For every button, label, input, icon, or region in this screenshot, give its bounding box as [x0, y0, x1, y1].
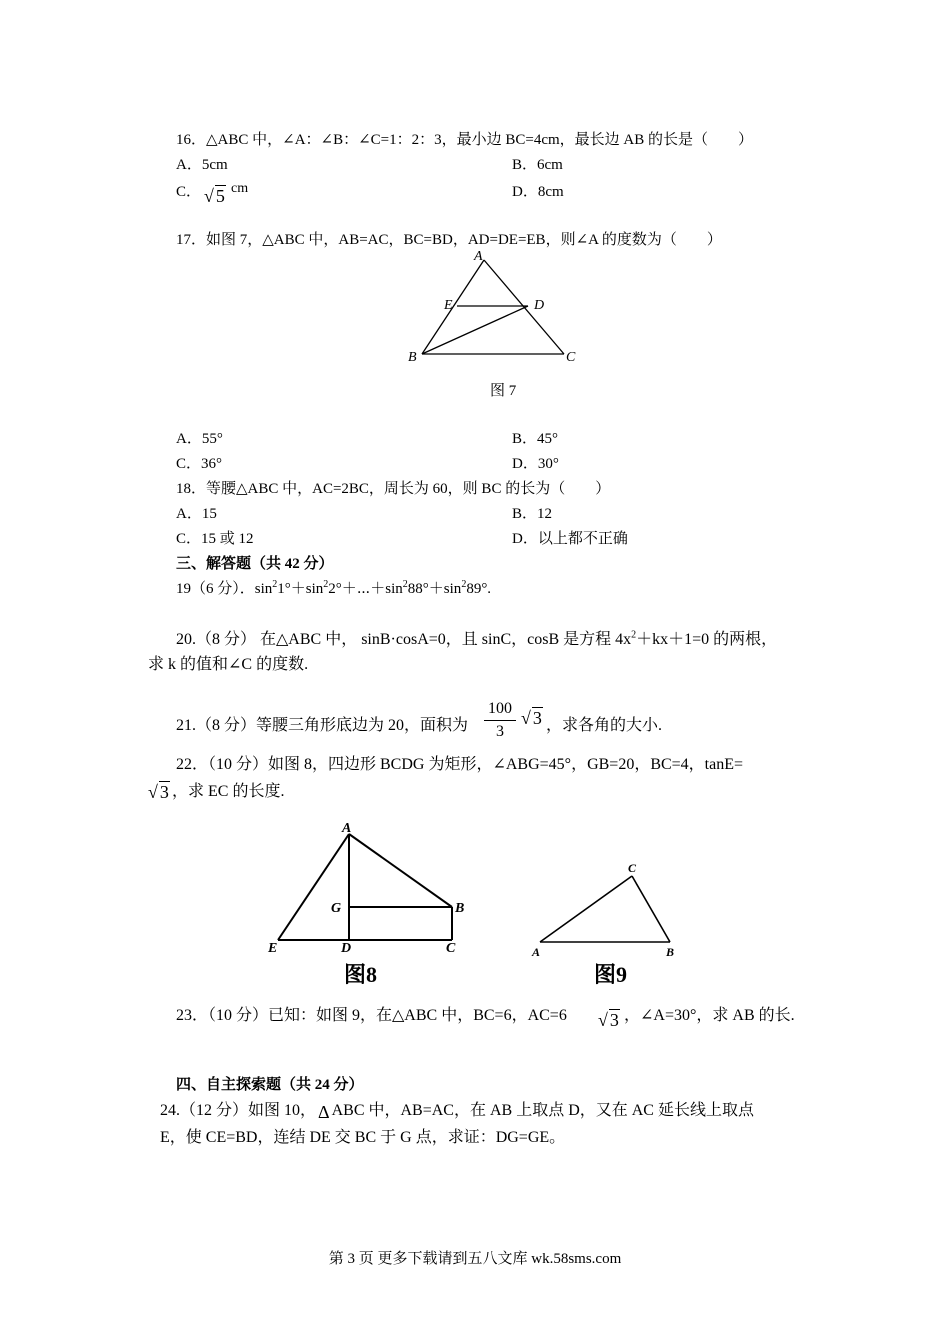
page-footer: 第 3 页 更多下载请到五八文库 wk.58sms.com: [328, 1251, 622, 1267]
fig9-label-c: C: [628, 861, 637, 875]
q16-stem: 16．△ABC 中，∠A：∠B：∠C=1：2：3，最小边 BC=4cm，最长边 AB 的长是（ ）: [176, 132, 754, 148]
fig8-label-d: D: [341, 941, 352, 956]
section-3-heading: 三、解答题（共 42 分）: [176, 556, 334, 572]
fig9-side-ac: [540, 876, 632, 942]
q21-root: √ 3: [521, 708, 542, 728]
q17-option-d: D．30°: [512, 456, 559, 472]
q22-line-2: ，求 EC 的长度.: [172, 783, 285, 800]
q18-option-d: D．以上都不正确: [512, 531, 628, 547]
q23-suffix: ，∠A=30°，求 AB 的长.: [624, 1007, 795, 1024]
q21-fraction-denominator: 3: [496, 723, 504, 740]
section-4-heading: 四、自主探索题（共 24 分）: [176, 1077, 364, 1093]
fig7-label-e: E: [444, 298, 453, 313]
q16-option-c-root: √ 5: [204, 186, 225, 206]
q20-line-2: 求 k 的值和∠C 的度数.: [148, 656, 309, 673]
q17-option-a: A．55°: [176, 431, 223, 447]
q23-prefix: 23．（10 分）已知：如图 9，在△ABC 中，BC=6，AC=6: [176, 1007, 567, 1024]
q16-option-a: A．5cm: [176, 157, 228, 173]
fig8-side-ae: [278, 834, 349, 940]
q24-line-1: 24.（12 分）如图 10， Δ ABC 中，AB=AC，在 AB 上取点 D，又在 AC 延长线上取点: [160, 1102, 754, 1122]
fig8-label-a: A: [342, 821, 352, 836]
fig8-caption: 图8: [344, 962, 378, 987]
fig9-label-a: A: [532, 945, 541, 959]
q18-option-b: B．12: [512, 506, 553, 522]
q24-line-2: E，使 CE=BD，连结 DE 交 BC 于 G 点，求证：DG=GE。: [160, 1129, 566, 1146]
q18-option-a: A．15: [176, 506, 217, 522]
fig8-label-e: E: [268, 941, 278, 956]
q16-option-c: [176, 180, 201, 201]
q16-option-b: B．6cm: [512, 157, 563, 173]
q17-option-b: B．45°: [512, 431, 559, 447]
fig7-label-a: A: [474, 249, 483, 264]
fig7-caption: 图 7: [490, 383, 517, 399]
fig7-side-ac: [484, 260, 564, 354]
q22-root: √ 3: [148, 782, 169, 802]
q24-triangle-symbol: Δ: [318, 1102, 330, 1122]
q16-root-value: 5: [215, 186, 225, 206]
q16-option-c-unit: cm: [231, 181, 249, 196]
q21-fraction: [484, 700, 516, 741]
figure-7: [400, 246, 590, 406]
fig9-side-cb: [632, 876, 670, 942]
q22-line-1: 22．（10 分）如图 8，四边形 BCDG 为矩形，∠ABG=45°，GB=20，BC=4，tanE=: [176, 756, 744, 773]
q17-stem: 17．如图 7，△ABC 中，AB=AC，BC=BD，AD=DE=EB，则∠A 的度数为（ ）: [176, 232, 722, 248]
q21-suffix: ，求各角的大小.: [546, 717, 663, 734]
q17-option-c: C．36°: [176, 456, 223, 472]
fig8-label-c: C: [446, 941, 456, 956]
fig7-label-b: B: [408, 350, 417, 365]
q16-option-d: D．8cm: [512, 184, 564, 200]
fig7-label-c: C: [566, 350, 576, 365]
fig8-label-b: B: [455, 901, 465, 916]
fig9-caption: 图9: [594, 962, 628, 987]
q18-option-c: C．15 或 12: [176, 531, 254, 547]
q18-stem: 18．等腰△ABC 中，AC=2BC，周长为 60，则 BC 的长为（ ）: [176, 481, 611, 497]
fig7-label-d: D: [534, 298, 545, 313]
fig8-side-ab: [349, 834, 452, 907]
q23-root: √ 3: [598, 1010, 619, 1030]
q19-text: 19（6 分）．$\sin^21^\circ+\sin^22^\circ+\cdots+\sin^288^\circ+\sin^289^\circ$.: [176, 579, 492, 597]
q20-line-1: 20.（8 分） 在△ABC 中， sinB·cosA=0，且 sinC，cosB 是方程 $4x^2+kx+1=0$ 的两根，: [176, 629, 778, 648]
q21-fraction-numerator: 100: [484, 700, 516, 721]
figure-9: [528, 856, 688, 991]
q16-option-c-prefix: C．: [176, 184, 202, 200]
fig8-label-g: G: [331, 901, 342, 916]
figure-8: [262, 816, 482, 991]
q21-prefix: 21.（8 分）等腰三角形底边为 20，面积为: [176, 717, 469, 734]
fig9-label-b: B: [666, 945, 675, 959]
